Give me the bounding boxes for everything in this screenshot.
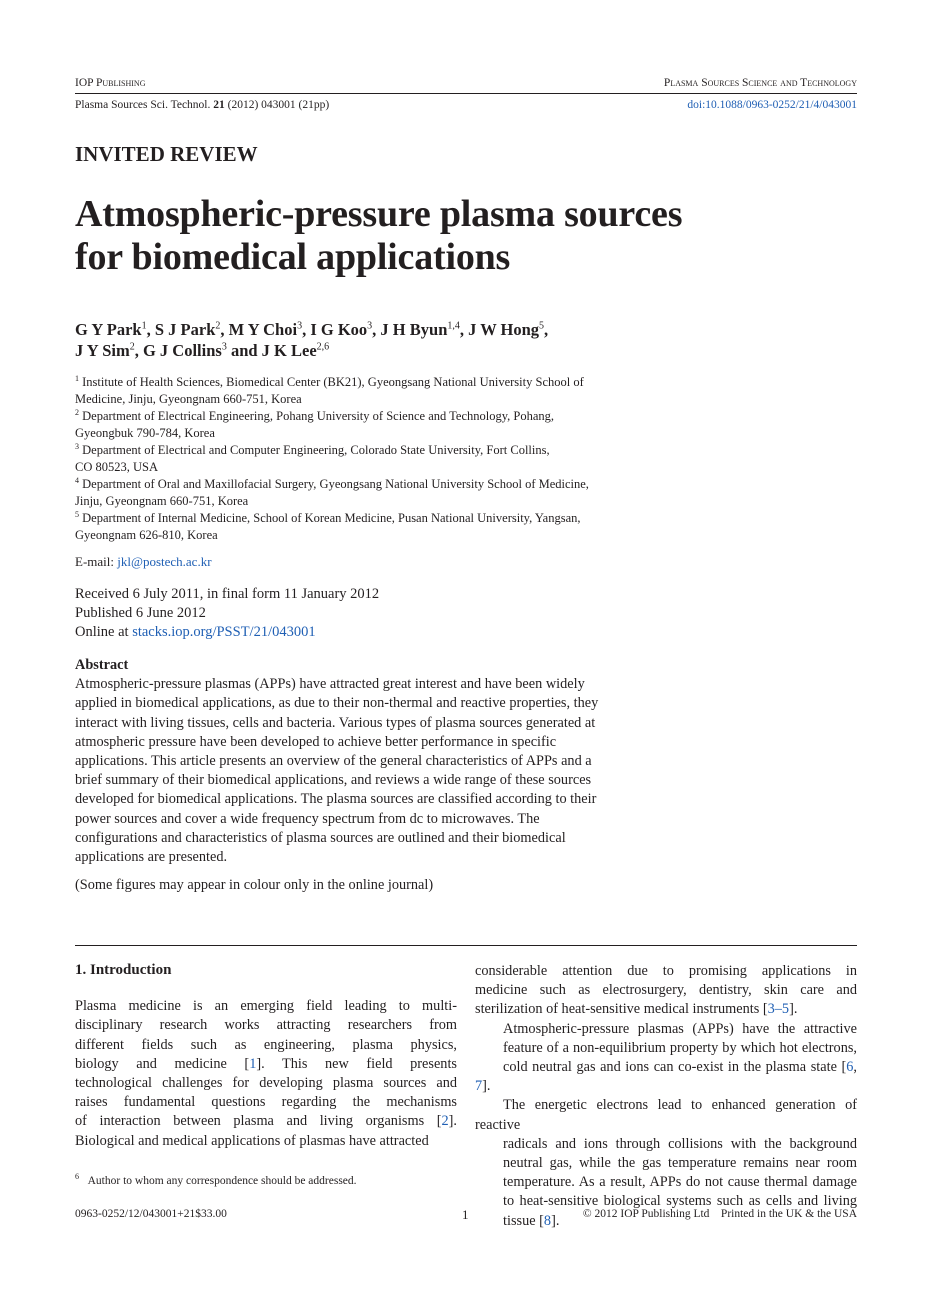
text-line: to heat-sensitive biological systems such as cells and living — [503, 1193, 857, 1210]
affiliation: $^4$ Department of Oral and Maxillofacial Surgery, Gyeongsang National University School of Medicine, Jinju, Gyeongnam 660-751, Korea — [75, 475, 589, 508]
text-line: temperature. As a result, APPs do not cause thermal damage — [503, 1174, 857, 1191]
abstract — [75, 656, 865, 895]
colour-note: (Some figures may appear in colour only in the online journal) — [75, 877, 434, 894]
author-affiliation-mark: 3 — [367, 320, 373, 332]
author-affiliation-mark: 3 — [297, 320, 303, 332]
text-line: biology and medicine [1]. This new field presents — [75, 1055, 457, 1072]
abstract-line: atmospheric pressure have been developed to achieve better performance in specific — [75, 733, 557, 750]
citation: Plasma Sources Sci. Technol. 21 (2012) 043001 (21pp) — [75, 99, 330, 111]
footer-code: 0963-0252/12/043001+21$33.00 — [75, 1208, 227, 1220]
abstract-line: applications. This article presents an overview of the general characteristics of APPs and a — [75, 753, 592, 770]
text-line: sterilization of heat-sensitive medical instruments [3–5]. — [475, 1001, 798, 1018]
footer-copyright: © 2012 IOP Publishing Ltd Printed in the UK & the USA — [582, 1208, 857, 1220]
citation-link[interactable]: 3–5 — [767, 1001, 790, 1018]
abstract-line: brief summary of their biomedical applications, and reviews a wide range of these sources — [75, 772, 592, 789]
text-line: disciplinary research works attracting researchers from — [75, 1017, 457, 1034]
left-column — [75, 961, 457, 1151]
author: I G Koo — [310, 320, 368, 339]
text-line: medicine such as electrosurgery, dentistry, skin care and — [475, 982, 857, 999]
abstract-line: configurations and characteristics of plasma sources are outlined and their biomedical — [75, 829, 566, 846]
abstract-line: power sources and cover a wide frequency spectrum from dc to microwaves. The — [75, 810, 540, 827]
email: E-mail: jkl@postech.ac.kr — [75, 554, 212, 569]
author-list: G Y Park$^1$, S J Park$^2$, M Y Choi$^3$, I G Koo$^3$, J H Byun$^{1,4}$, J W Hong$^5$, J Y Sim$^2$, G J Collins$^3$ and J K Lee$^{2,6}$ — [75, 320, 549, 360]
published-date: Published 6 June 2012 — [75, 605, 206, 621]
author: M Y Choi — [228, 320, 298, 339]
intro-paragraph-2 — [475, 1020, 857, 1231]
text-line: feature of a non-equilibrium property by which hot electrons, — [503, 1039, 857, 1056]
citation-link[interactable]: 7 — [475, 1078, 483, 1095]
section-heading: 1. Introduction — [75, 962, 172, 978]
citation-link[interactable]: 2 — [441, 1113, 449, 1130]
text-line: different fields such as engineering, plasma physics, — [75, 1036, 457, 1053]
text-line: raises fundamental questions regarding the mechanisms — [75, 1094, 457, 1111]
right-column — [475, 962, 857, 1231]
text-line: considerable attention due to promising applications in — [475, 963, 857, 979]
author-affiliation-mark: 1 — [141, 320, 147, 332]
intro-paragraph-1-cont — [475, 962, 857, 1020]
header-rule — [75, 93, 857, 94]
text-line: Atmospheric-pressure plasmas (APPs) have the attractive — [503, 1020, 857, 1037]
intro-paragraph-1 — [75, 997, 457, 1151]
text-line: radicals and ions through collisions with the background — [503, 1135, 857, 1152]
text-line: The energetic electrons lead to enhanced generation of reactive — [475, 1097, 857, 1133]
author-affiliation-mark: 3 — [221, 341, 227, 353]
text-line: tissue [8]. — [503, 1212, 560, 1229]
author-affiliation-mark: 2 — [129, 341, 135, 353]
online-info: Online at stacks.iop.org/PSST/21/043001 — [75, 624, 316, 640]
doi-link[interactable]: doi:10.1088/0963-0252/21/4/043001 — [687, 99, 857, 111]
online-link[interactable]: stacks.iop.org/PSST/21/043001 — [132, 624, 316, 640]
affiliation: $^3$ Department of Electrical and Computer Engineering, Colorado State University, Fort Collins, CO 80523, USA — [75, 441, 550, 474]
author: G J Collins — [142, 341, 222, 360]
citation-link[interactable]: 6 — [846, 1059, 854, 1076]
author: J W Hong — [468, 320, 540, 339]
text-line: cold neutral gas and ions can co-exist in the plasma state [6, 7]. — [475, 1059, 857, 1095]
publisher-name: IOP Publishing — [75, 77, 146, 89]
text-line: Plasma medicine is an emerging field leading to multi- — [75, 998, 457, 1015]
citation-link[interactable]: 1 — [249, 1055, 257, 1072]
author: J H Byun — [380, 320, 448, 339]
abstract-line: applications are presented. — [75, 849, 228, 866]
affiliation: $^2$ Department of Electrical Engineering, Pohang University of Science and Technology, Pohang, Gyeongbuk 790-784, Korea — [75, 407, 555, 440]
affiliations — [75, 374, 855, 544]
journal-name: Plasma Sources Science and Technology — [663, 77, 857, 89]
email-link[interactable]: jkl@postech.ac.kr — [117, 554, 212, 569]
received-date: Received 6 July 2011, in final form 11 January 2012 — [75, 586, 380, 602]
text-line: Biological and medical applications of plasmas have attracted — [75, 1132, 429, 1149]
affiliation: $^1$ Institute of Health Sciences, Biomedical Center (BK21), Gyeongsang National University School of Medicine, Jinju, Gyeongnam 660-751, Korea — [75, 373, 584, 406]
article-type: INVITED REVIEW — [75, 142, 258, 166]
author-affiliation-mark: 1,4 — [447, 320, 460, 332]
text-line: neutral gas, while the gas temperature remains near room — [503, 1155, 857, 1172]
author: S J Park — [154, 320, 216, 339]
page-number: 1 — [462, 1207, 469, 1222]
author-affiliation-mark: 2,6 — [316, 341, 330, 353]
author: G Y Park — [75, 320, 142, 339]
section-rule — [75, 945, 857, 946]
author: J Y Sim — [75, 341, 130, 360]
abstract-line: developed for biomedical applications. The plasma sources are classified according to their — [75, 791, 597, 808]
footnote: $^6$ Author to whom any correspondence should be addressed. — [75, 1172, 357, 1187]
publication-dates — [75, 585, 379, 642]
abstract-line: Atmospheric-pressure plasmas (APPs) have attracted great interest and have been widely — [75, 676, 585, 693]
article-title: Atmospheric-pressure plasma sources for biomedical applications — [75, 193, 683, 278]
text-line: technological challenges for developing plasma sources and — [75, 1075, 457, 1092]
abstract-line: interact with living tissues, cells and bacteria. Various types of plasma sources generated at — [75, 714, 596, 731]
author: J K Lee — [261, 341, 317, 360]
text-line: of interaction between plasma and living organisms [2]. — [75, 1113, 457, 1130]
affiliation: $^5$ Department of Internal Medicine, School of Korean Medicine, Pusan National University, Yangsan, Gyeongnam 626-810, Korea — [75, 509, 581, 542]
abstract-line: applied in biomedical applications, as due to their non-thermal and reactive properties, they — [75, 695, 599, 712]
abstract-heading: Abstract — [75, 657, 129, 673]
author-affiliation-mark: 2 — [215, 320, 221, 332]
citation-link[interactable]: 8 — [543, 1212, 552, 1229]
author-affiliation-mark: 5 — [539, 320, 545, 332]
